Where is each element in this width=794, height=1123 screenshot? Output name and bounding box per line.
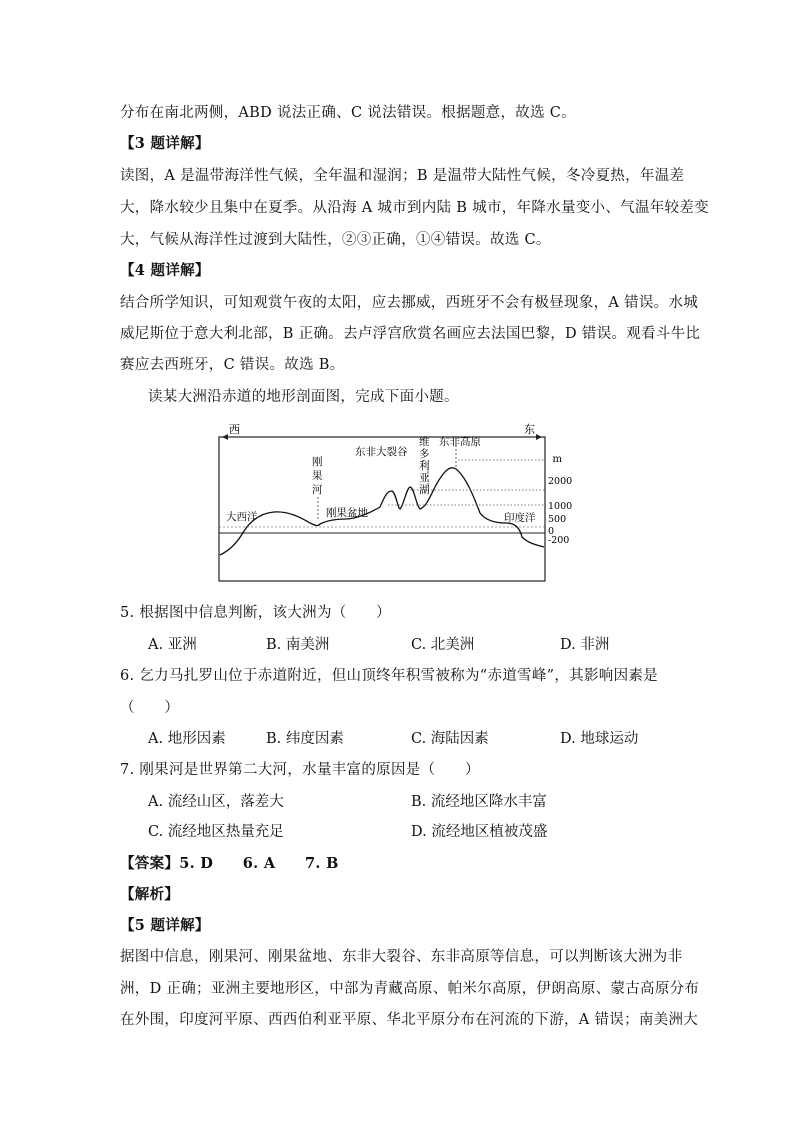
q5-option-c: C. 北美洲 <box>411 637 475 653</box>
victoria-lake-label: 亚 <box>419 472 430 484</box>
paragraph-line: 大，降水较少且集中在夏季。从沿海 A 城市到内陆 B 城市，年降水量变小、气温年较差变 <box>120 200 709 216</box>
east-african-plateau-label: 东非高原 <box>439 436 481 448</box>
congo-basin-label: 刚果盆地 <box>326 507 368 519</box>
q6-option-c: C. 海陆因素 <box>411 731 489 747</box>
tick-label: -200 <box>548 535 570 546</box>
section-heading-3: 【3 题详解】 <box>120 135 210 152</box>
q7-option-c: C. 流经地区热量充足 <box>148 824 284 840</box>
west-label: 西 <box>229 423 240 436</box>
congo-river-label: 刚 <box>312 456 323 468</box>
section-heading-5: 【5 题详解】 <box>120 917 210 934</box>
q6-option-b: B. 纬度因素 <box>266 731 344 747</box>
terrain-profile-line <box>220 468 544 555</box>
analysis-heading: 【解析】 <box>120 886 180 903</box>
victoria-lake-label: 利 <box>419 460 430 472</box>
paragraph-line: 读图，A 是温带海洋性气候，全年温和湿润；B 是温带大陆性气候，冬冷夏热，年温差 <box>120 168 685 184</box>
east-label: 东 <box>524 423 535 436</box>
indian-ocean-label: 印度洋 <box>504 512 536 524</box>
question-6-paren: （ ） <box>120 700 180 716</box>
rift-valley-label: 东非大裂谷 <box>355 446 408 458</box>
tick-label: 0 <box>548 526 555 537</box>
q7-option-a: A. 流经山区，落差大 <box>148 794 284 810</box>
terrain-profile-figure <box>200 415 573 590</box>
paragraph-line: 在外围，印度河平原、西西伯利亚平原、华北平原分布在河流的下游，A 错误；南美洲大 <box>120 1012 699 1028</box>
q5-option-d: D. 非洲 <box>560 637 610 653</box>
paragraph-line: 威尼斯位于意大利北部，B 正确。去卢浮宫欣赏名画应去法国巴黎，D 错误。观看斗牛比 <box>120 326 701 342</box>
victoria-lake-label: 多 <box>419 448 430 460</box>
west-arrow-icon <box>222 434 228 440</box>
question-5-stem: 5. 根据图中信息判断，该大洲为（ ） <box>120 605 391 621</box>
congo-river-label: 河 <box>312 484 323 496</box>
q6-option-d: D. 地球运动 <box>560 731 639 747</box>
unit-label: m <box>552 454 562 465</box>
paragraph-line: 赛应去西班牙，C 错误。故选 B。 <box>120 357 345 373</box>
question-7-stem: 7. 刚果河是世界第二大河，水量丰富的原因是（ ） <box>120 762 480 778</box>
victoria-lake-label: 湖 <box>419 484 430 496</box>
victoria-lake-label: 维 <box>419 436 430 448</box>
east-arrow-icon <box>536 434 542 440</box>
figure-intro: 读某大洲沿赤道的地形剖面图，完成下面小题。 <box>148 389 459 405</box>
answer-line: 【答案】5. D 6. A 7. B <box>120 855 339 872</box>
q5-option-a: A. 亚洲 <box>148 637 197 653</box>
q7-option-d: D. 流经地区植被茂盛 <box>411 824 548 840</box>
figure-frame <box>219 437 545 581</box>
congo-river-label: 果 <box>312 470 323 482</box>
paragraph-line: 结合所学知识，可知观赏午夜的太阳，应去挪威，西班牙不会有极昼现象，A 错误。水城 <box>120 295 699 311</box>
paragraph-line: 据图中信息，刚果河、刚果盆地、东非大裂谷、东非高原等信息，可以判断该大洲为非 <box>120 949 683 965</box>
q7-option-b: B. 流经地区降水丰富 <box>411 794 547 810</box>
paragraph-line: 分布在南北两侧，ABD 说法正确、C 说法错误。根据题意，故选 C。 <box>120 105 576 121</box>
atlantic-label: 大西洋 <box>226 511 258 523</box>
section-heading-4: 【4 题详解】 <box>120 262 210 279</box>
tick-label: 2000 <box>548 476 573 487</box>
tick-label: 500 <box>548 514 567 525</box>
question-6-stem: 6. 乞力马扎罗山位于赤道附近，但山顶终年积雪被称为“赤道雪峰”，其影响因素是 <box>120 668 658 684</box>
tick-label: 1000 <box>548 501 573 512</box>
q5-option-b: B. 南美洲 <box>266 637 330 653</box>
paragraph-line: 洲，D 正确；亚洲主要地形区，中部为青藏高原、帕米尔高原，伊朗高原、蒙古高原分布 <box>120 981 700 997</box>
paragraph-line: 大，气候从海洋性过渡到大陆性，②③正确，①④错误。故选 C。 <box>120 232 551 248</box>
q6-option-a: A. 地形因素 <box>148 731 226 747</box>
